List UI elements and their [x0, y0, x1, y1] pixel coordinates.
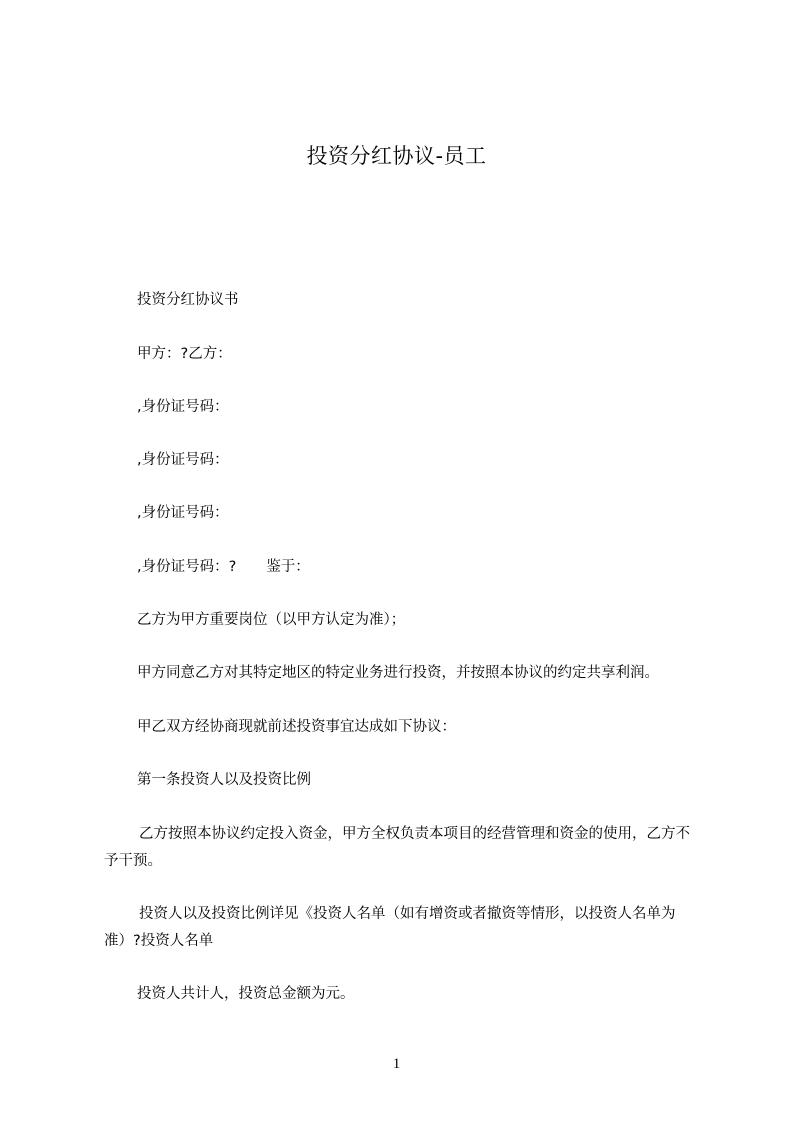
id-number-line-3: ,身份证号码：	[137, 505, 229, 521]
id-number-line-2: ,身份证号码：	[137, 452, 229, 468]
id-number-line-4	[104, 554, 737, 581]
article-1-paragraph-1: 乙方按照本协议约定投入资金，甲方全权负责本项目的经营管理和资金的使用，乙方不予干预。	[104, 826, 690, 869]
article-1-title: 第一条投资人以及投资比例	[137, 772, 311, 788]
parties-line: 甲方：?乙方：	[137, 346, 232, 362]
recital-2: 甲方同意乙方对其特定地区的特定业务进行投资，并按照本协议的约定共享利润。	[137, 665, 659, 681]
article-1-paragraph-2: 投资人以及投资比例详见《投资人名单（如有增资或者撤资等情形，以投资人名单为准）?投资人名单	[104, 906, 676, 949]
id-number-label-4: ,身份证号码：?	[137, 559, 237, 575]
recital-1: 乙方为甲方重要岗位（以甲方认定为准）；	[137, 612, 406, 628]
id-number-line-1: ,身份证号码：	[137, 399, 229, 415]
agreement-heading: 投资分红协议书	[137, 292, 239, 308]
page-number: 1	[392, 1056, 401, 1072]
document-title: 投资分红协议-员工	[306, 144, 487, 168]
article-1-paragraph-3: 投资人共计人，投资总金额为元。	[137, 986, 355, 1002]
whereas-label: 鉴于：	[266, 559, 310, 575]
recital-3: 甲乙双方经协商现就前述投资事宜达成如下协议：	[137, 719, 456, 735]
